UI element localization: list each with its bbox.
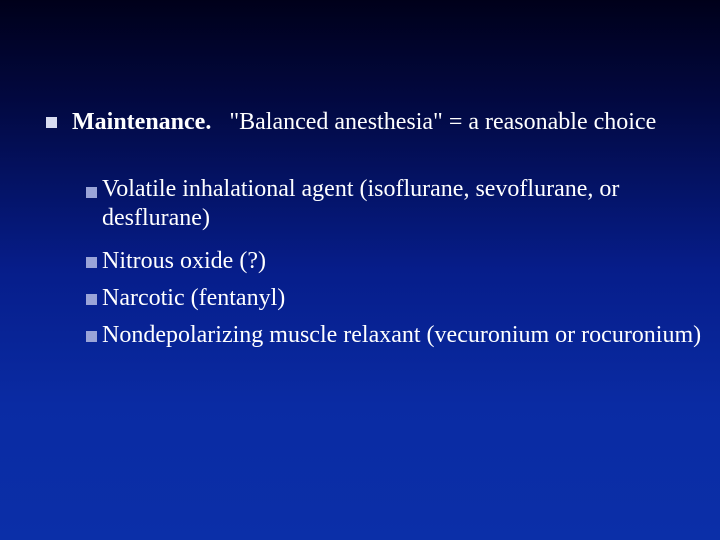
sub-bullet-square-icon (86, 331, 97, 342)
bullet-square-icon (46, 117, 57, 128)
main-bullet-body: "Balanced anesthesia" = a reasonable choice (229, 109, 657, 135)
sub-bullet-volatile-agent: Volatile inhalational agent (isoflurane, sevoflurane, or desflurane) (102, 176, 620, 231)
sub-bullet-narcotic: Narcotic (fentanyl) (102, 285, 286, 311)
sub-bullet-muscle-relaxant: Nondepolarizing muscle relaxant (vecuronium or rocuronium) (102, 322, 702, 348)
sub-bullet-square-icon (86, 187, 97, 198)
sub-bullet-square-icon (86, 294, 97, 305)
sub-bullet-square-icon (86, 257, 97, 268)
main-bullet-lead: Maintenance. (72, 109, 212, 135)
main-bullet-text (72, 106, 702, 138)
sub-bullet-nitrous-oxide: Nitrous oxide (?) (102, 248, 266, 274)
